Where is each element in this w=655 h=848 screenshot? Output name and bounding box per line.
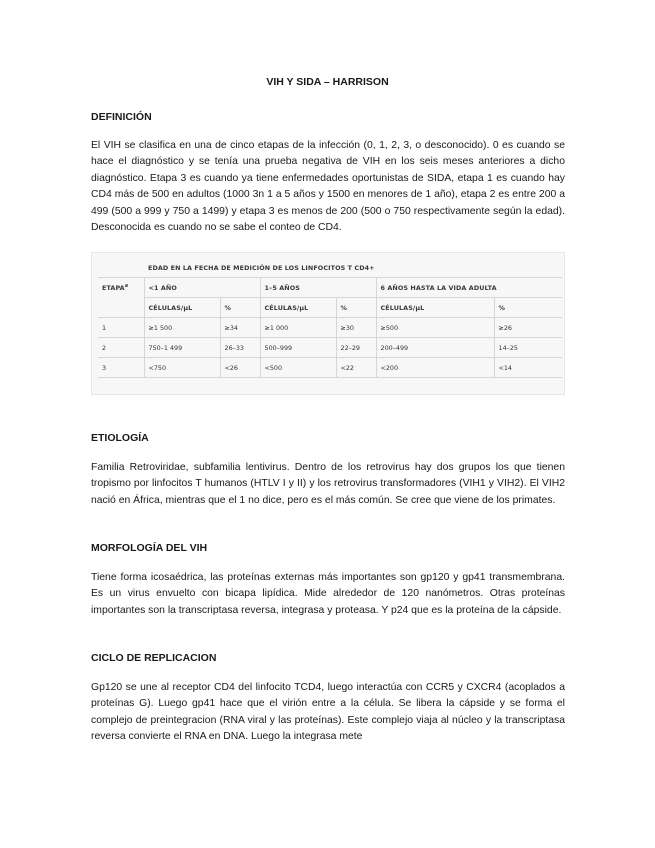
table-cell: <200 (376, 358, 494, 378)
table-cell: 26–33 (220, 338, 260, 358)
table-cell: 2 (98, 338, 144, 358)
cd4-stage-table (91, 252, 565, 395)
table-cell: ≥30 (336, 318, 376, 338)
table-etapa-header: ETAPA$^a$ (102, 283, 129, 293)
paragraph-definicion: El VIH se clasifica en una de cinco etapas de la infección (0, 1, 2, 3, o desconocido). 0 es cuando se hace el diagnóstico y se tenía una prueba negativa de VIH en los seis meses anteriores a dicho diagnóstico. Etapa 3 es cuando ya tiene enfermedades oportunistas de SIDA, etapa 1 es cuando hay CD4 más de 500 en adultos (1000 3n 1 a 5 años y 1500 en menores de 1 año), etapa 2 es entre 200 a 499 (500 a 999 y 750 a 1499) y etapa 3 es menos de 200 (500 o 750 respectivamente según la edad). Desconocida es cuando no se sabe el conteo de CD4. (91, 140, 565, 234)
table-cell: 750–1 499 (144, 338, 220, 358)
table-cell: <26 (220, 358, 260, 378)
table-cell: 500–999 (260, 338, 336, 358)
table-cell: <14 (494, 358, 562, 378)
table-cell: ≥1 500 (144, 318, 220, 338)
table-row (98, 338, 562, 358)
table-cell: <22 (336, 358, 376, 378)
document-title: VIH Y SIDA – HARRISON (266, 76, 389, 88)
table-unit-label: % (220, 298, 260, 318)
table-age-group: 1–5 AÑOS (260, 278, 376, 298)
table-unit-label: % (336, 298, 376, 318)
table-cell: <500 (260, 358, 336, 378)
table-cell: ≥1 000 (260, 318, 336, 338)
table-age-group: 6 AÑOS HASTA LA VIDA ADULTA (376, 278, 562, 298)
table-row (98, 358, 562, 378)
table-unit-label: CÉLULAS/μL (144, 298, 220, 318)
table-cell: 22–29 (336, 338, 376, 358)
table-cell: ≥500 (376, 318, 494, 338)
table-cell: <750 (144, 358, 220, 378)
paragraph-morfologia: Tiene forma icosaédrica, las proteínas externas más importantes son gp120 y gp41 transmembrana. Es un virus envuelto con bicapa lipídica. Mide alrededor de 120 nanómetros. Otras proteínas importantes son la transcriptasa reversa, integrasa y proteasa. Y p24 que es la proteína de la cápside. (91, 572, 565, 616)
table-cell: ≥34 (220, 318, 260, 338)
table-age-group: <1 AÑO (144, 278, 260, 298)
table-unit-label: CÉLULAS/μL (376, 298, 494, 318)
table-row (98, 318, 562, 338)
paragraph-ciclo: Gp120 se une al receptor CD4 del linfocito TCD4, luego interactúa con CCR5 y CXCR4 (acoplados a proteínas G). Luego gp41 hace que el virión entre a la célula. Se libera la cápside y se forma el complejo de preintegracion (RNA viral y las proteínas). Este complejo viaja al núcleo y la transcriptasa reversa convierte el RNA en DNA. Luego la integrasa mete (91, 682, 565, 743)
table-group-header: EDAD EN LA FECHA DE MEDICIÓN DE LOS LINFOCITOS T CD4+ (144, 258, 562, 278)
paragraph-etiologia: Familia Retroviridae, subfamilia lentivirus. Dentro de los retrovirus hay dos grupos los que tienen tropismo por linfocitos T humanos (HTLV I y II) y los retrovirus transformadores (VIH1 y VIH2). El VIH2 nació en África, mientras que el 1 no dice, pero es el más común. Se cree que viene de los primates. (91, 462, 565, 506)
table-unit-label: CÉLULAS/μL (260, 298, 336, 318)
table-unit-label: % (494, 298, 562, 318)
table-cell: 3 (98, 358, 144, 378)
table-cell: 1 (98, 318, 144, 338)
heading-definicion: DEFINICIÓN (91, 111, 152, 123)
heading-ciclo: CICLO DE REPLICACION (91, 652, 217, 664)
table-cell: 200–499 (376, 338, 494, 358)
heading-morfologia: MORFOLOGÍA DEL VIH (91, 542, 208, 554)
etapa-footnote-mark: a (124, 283, 129, 290)
table-cell: ≥26 (494, 318, 562, 338)
heading-etiologia: ETIOLOGÍA (91, 432, 149, 444)
table-cell: 14–25 (494, 338, 562, 358)
